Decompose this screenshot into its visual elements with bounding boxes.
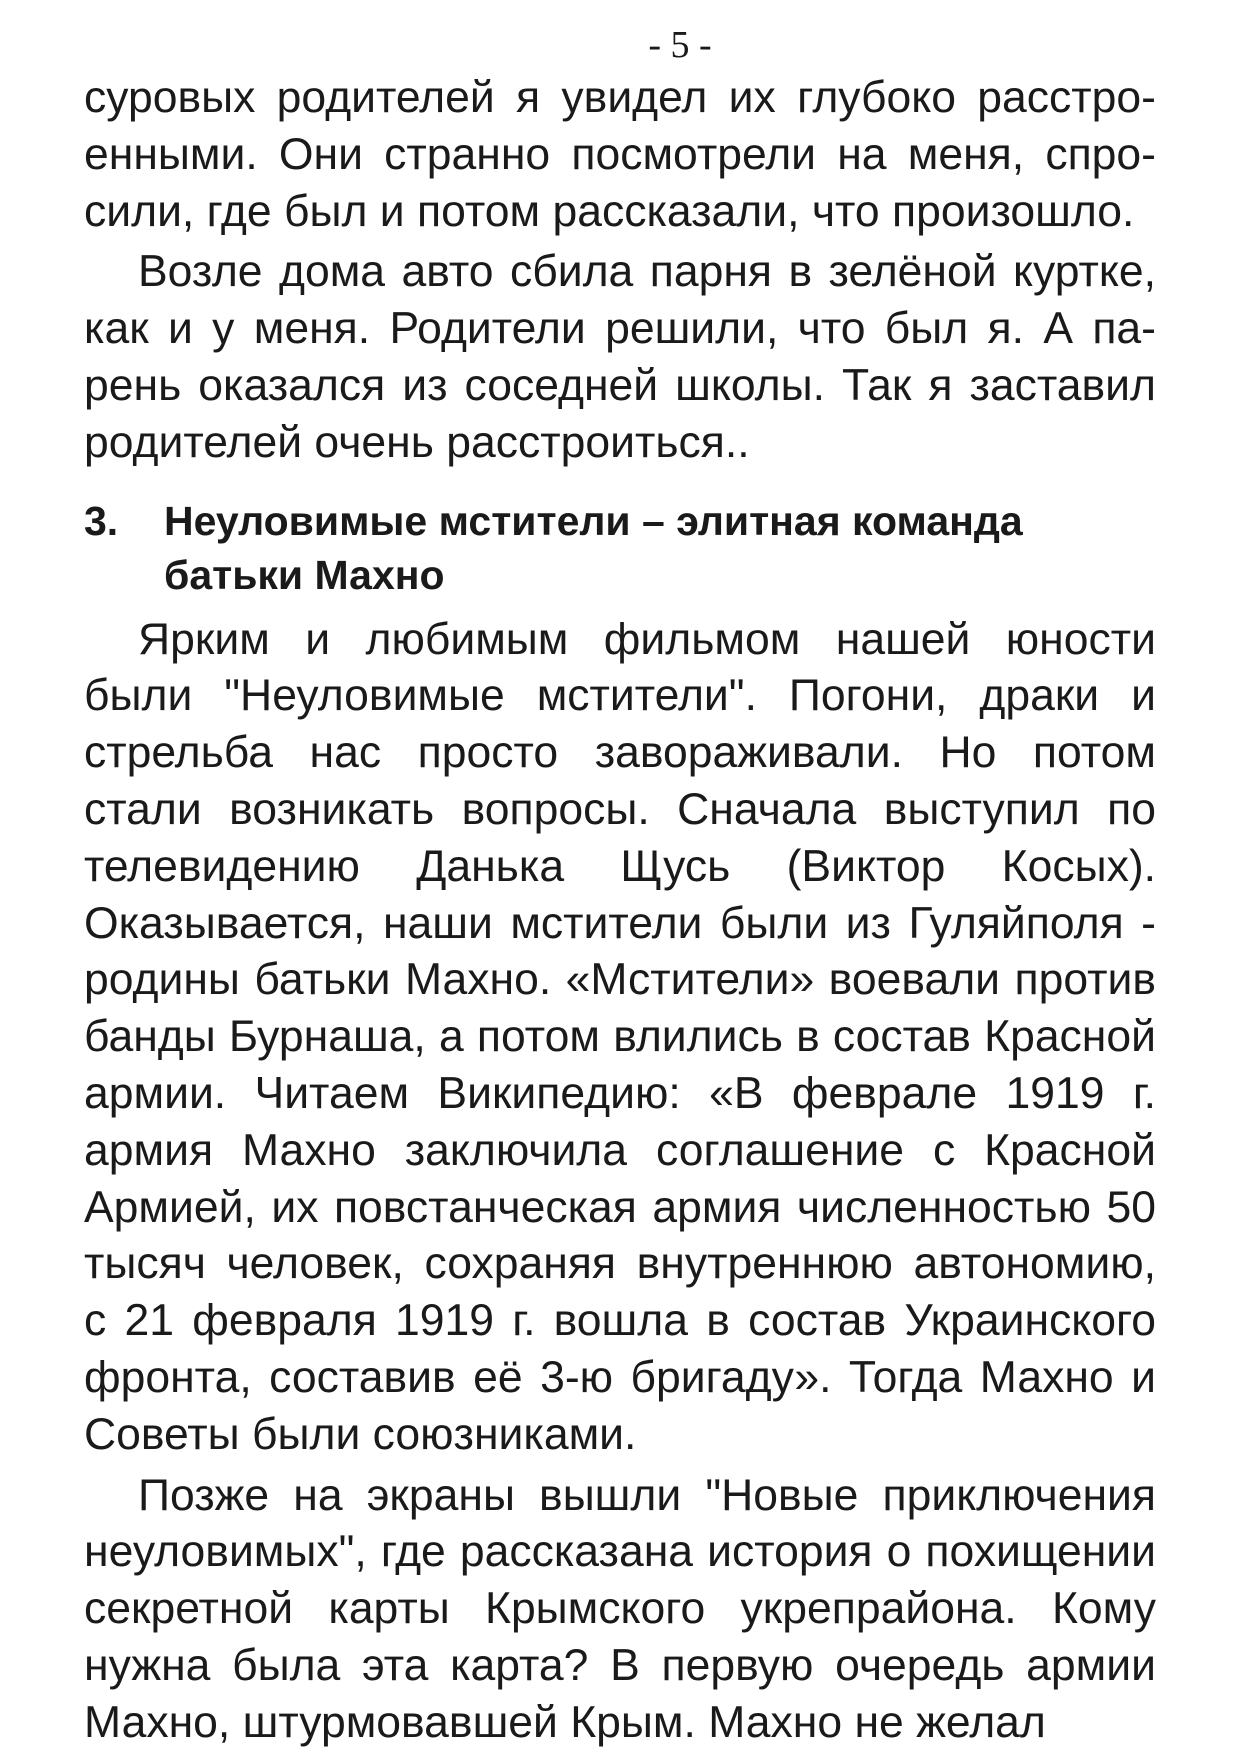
page-number: - 5 - [648,24,712,66]
section-number: 3. [84,497,119,544]
paragraph-continuation: суровых родителей я увидел их глубоко расстроенными. Они странно посмотрели на меня, спросили, где был и потом рассказали, что произошло. [84,73,1156,236]
section-heading [84,494,1156,602]
paragraph-accident: Возле дома авто сбила парня в зелёной куртке, как и у меня. Родители решили, что был я. А парень оказался из соседней школы. Так я заставил родителей очень расстроиться.. [84,247,1156,467]
paragraph-film-avengers: Ярким и любимым фильмом нашей юности были "Неуловимые мстители". Погони, драки и стрельба нас просто завораживали. Но потом стали возникать вопросы. Сначала выступил по телевидению Данька Щусь (Виктор Косых). Оказывается, наши мстители были из Гуляйполя - родины батьки Махно. «Мстители» воевали против банды Бурнаша, а потом влились в состав Красной армии. Читаем Википедию: «В феврале 1919 г. армия Махно заключила соглашение с Красной Армией, их повстанческая армия численностью 50 тысяч человек, сохраняя внутреннюю автономию, с 21 февраля 1919 г. вошла в состав Украинского фронта, составив её 3-ю бригаду». Тогда Махно и Советы были союзниками. [84,614,1156,1459]
document-page [84,20,1156,1752]
section-title: Неуловимые мстители – элитная команда батьки Махно [164,497,1023,598]
paragraph-new-adventures: Позже на экраны вышли "Новые приключения неуловимых", где рассказана история о похищении секретной карты Крымского укрепрайона. Кому нужна была эта карта? В первую очередь армии Махно, штурмовавшей Крым. Махно не желал [84,1470,1156,1747]
